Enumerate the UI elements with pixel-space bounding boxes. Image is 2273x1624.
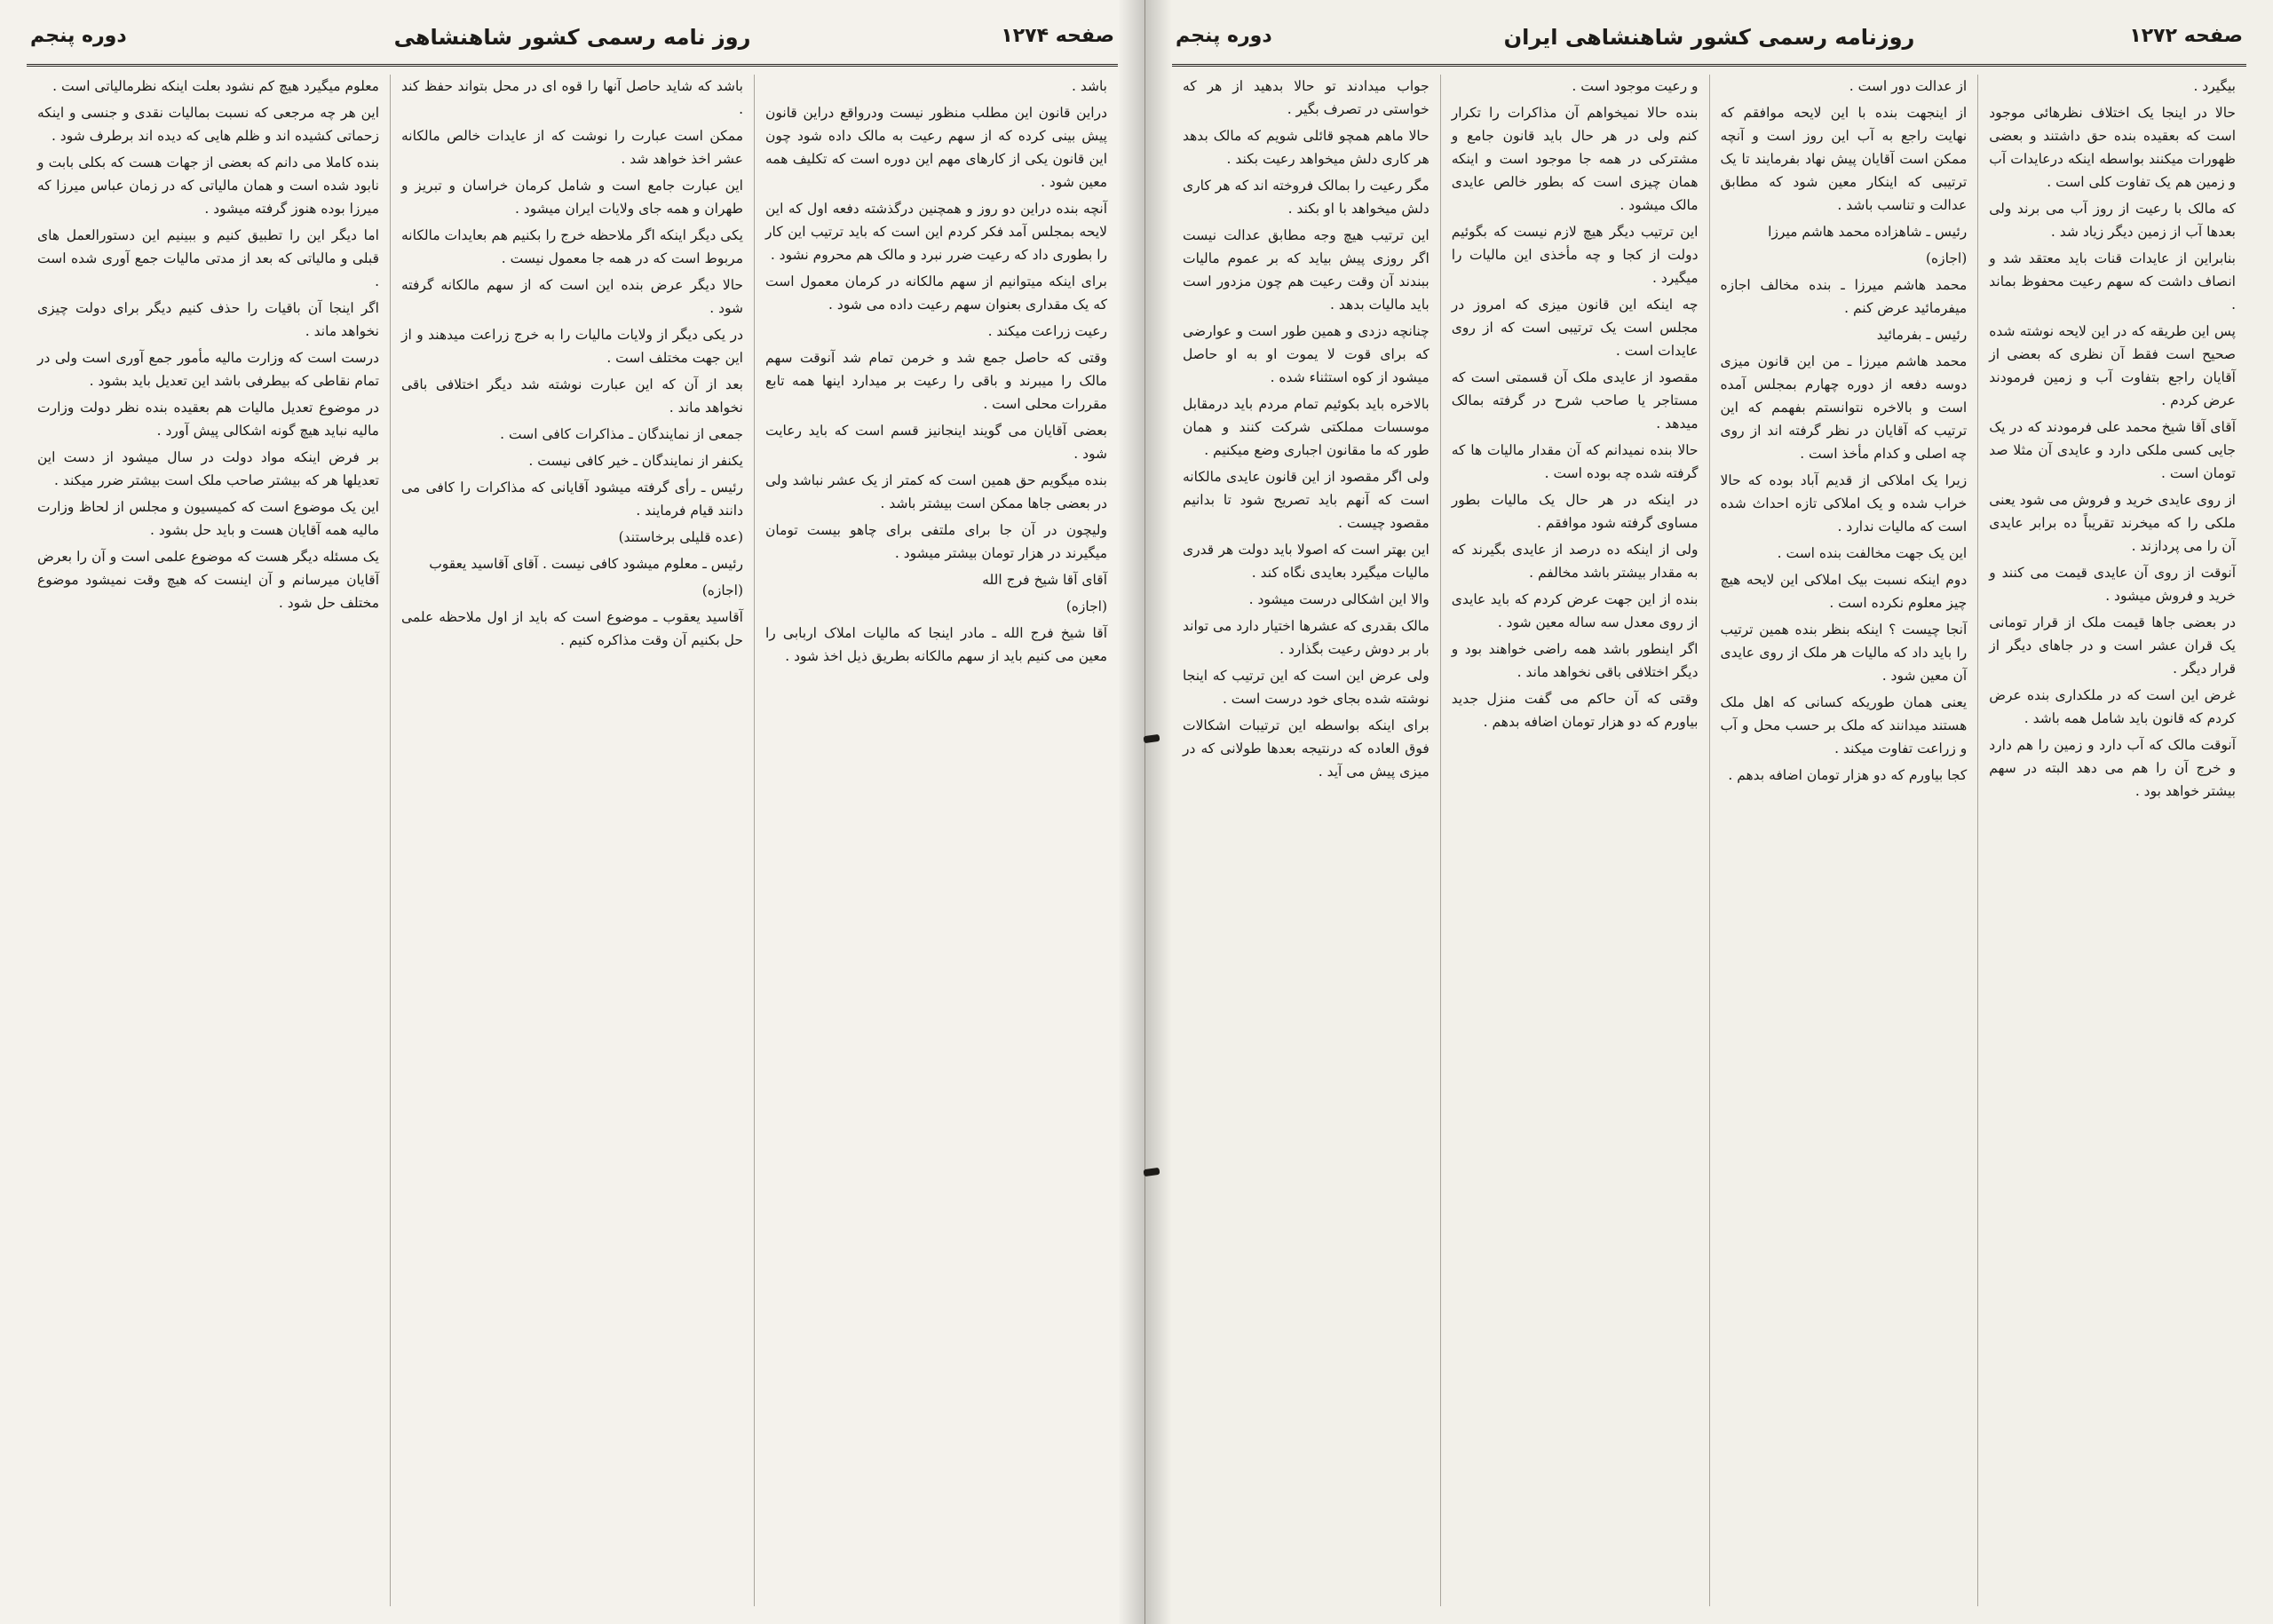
newspaper-title: روزنامه رسمی کشور شاهنشاهی ایران: [1503, 25, 1915, 50]
page-header: [27, 20, 1118, 67]
paragraph: (عده قلیلی برخاستند): [618, 529, 743, 545]
paragraph: ولی عرض این است که این ترتیب که اینجا نوشته شده بجای خود درست است .: [1183, 668, 1430, 707]
paragraph: حالا در اینجا یک اختلاف نظرهائی موجود است که بعقیده بنده حق داشتند و بعضی ظهورات میکنند بواسطه اینکه درعایدات آب و زمین هم یک تفاوت کلی است .: [1989, 105, 2236, 190]
paragraph: آقای آقا شیخ فرج الله: [982, 572, 1107, 588]
paragraph: باشد .: [1071, 78, 1107, 94]
paragraph: در بعضی جاها قیمت ملک از قرار تومانی یک قران عشر است و در جاهای دیگر از قرار دیگر .: [1989, 614, 2236, 677]
text-column: [1440, 75, 1709, 1606]
paragraph: بالاخره باید بکوئیم تمام مردم باید درمقابل موسسات مملکتی شرکت کنند و همان طور که ما مقانون اجباری وضع میکنیم .: [1183, 396, 1430, 458]
paragraph: چه اینکه این قانون میزی که امروز در مجلس است یک ترتیبی است که از روی عایدات است .: [1451, 297, 1699, 359]
paragraph: اما دیگر این را تطبیق کنیم و ببینیم این دستورالعمل های قبلی و مالیاتی که بعد از مدتی مالیات جمع آوری شده است .: [37, 227, 379, 289]
paragraph: والا این اشکالی درست میشود .: [1248, 591, 1430, 607]
paragraph: حالا ماهم همچو قائلی شویم که مالک بدهد هر کاری دلش میخواهد رعیت بکند .: [1183, 128, 1430, 167]
paragraph: بنده از این جهت عرض کردم که باید عایدی از روی معدل سه ساله معین شود .: [1451, 591, 1699, 630]
paragraph: این یک موضوع است که کمیسیون و مجلس از لحاظ وزارت مالیه همه آقایان هست و باید حل بشود .: [37, 499, 379, 538]
paragraph: مگر رعیت را بمالک فروخته اند که هر کاری دلش میخواهد با او بکند .: [1183, 178, 1430, 217]
paragraph: بنده حالا نمیخواهم آن مذاکرات را تکرار کنم ولی در هر حال باید قانون جامع و مشترکی در همه جا موجود است و اینکه همان چیزی است که بطور خالص عایدی مالک میشود .: [1451, 105, 1699, 213]
paragraph: ولی از اینکه ده درصد از عایدی بگیرند که به مقدار بیشتر باشد مخالفم .: [1451, 542, 1699, 581]
paragraph: از اینجهت بنده با این لایحه موافقم که نهایت راجع به آب این روز است و آنچه ممکن است آقایان پیش نهاد بفرمایند تا یک ترتیبی که اینکار معین شود که مطابق عدالت و تناسب باشد .: [1720, 105, 1968, 213]
paragraph: بعد از آن که این عبارت نوشته شد دیگر اختلافی باقی نخواهد ماند .: [401, 376, 743, 416]
paragraph: جواب میدادند تو حالا بدهید از هر که خواستی در تصرف بگیر .: [1183, 78, 1430, 117]
paragraph: آنوقت مالک که آب دارد و زمین را هم دارد و خرج آن را هم می دهد البته در سهم بیشتر خواهد بود .: [1989, 737, 2236, 799]
paragraph: از روی عایدی خرید و فروش می شود یعنی ملکی را که میخرند تقریباً ده برابر عایدی آن را می پردازند .: [1989, 492, 2236, 554]
paragraph: بعضی آقایان می گویند اینجانیز قسم است که باید رعایت شود .: [765, 423, 1107, 462]
text-columns: [1172, 75, 2246, 1606]
paragraph: ولی اگر مقصود از این قانون عایدی مالکانه است که آنهم باید تصریح شود تا بدانیم مقصود چیست .: [1183, 469, 1430, 531]
paragraph: رئیس ـ معلوم میشود کافی نیست . آقای آقاسید یعقوب: [429, 556, 743, 572]
paragraph: کجا بیاورم که دو هزار تومان اضافه بدهم .: [1728, 767, 1968, 783]
paragraph: این ترتیب هیچ وجه مطابق عدالت نیست اگر روزی پیش بیاید که بر عموم مالیات ببندند آن وقت رعیت هم چون مزدور است باید مالیات بدهد .: [1183, 227, 1430, 313]
paragraph: (اجازه): [1065, 598, 1107, 614]
paragraph: آقا شیخ فرج الله ـ مادر اینجا که مالیات املاک اربابی را معین می کنیم باید از سهم مالکانه بطریق ذیل اخذ شود .: [765, 625, 1107, 664]
paragraph: رعیت زراعت میکند .: [987, 323, 1107, 339]
paragraph: مالک بقدری که عشرها اختیار دارد می تواند بار بر دوش رعیت بگذارد .: [1183, 618, 1430, 657]
paragraph: غرض این است که در ملکداری بنده عرض کردم که قانون باید شامل همه باشد .: [1989, 687, 2236, 726]
volume-label: دوره پنجم: [30, 25, 127, 47]
text-columns: [27, 75, 1118, 1606]
paragraph: این هر چه مرجعی که نسبت بمالیات نقدی و جنسی و اینکه زحماتی کشیده اند و ظلم هایی که دیده اند برطرف شود .: [37, 105, 379, 144]
paragraph: بنده میگویم حق همین است که کمتر از یک عشر نباشد ولی در بعضی جاها ممکن است بیشتر باشد .: [765, 472, 1107, 511]
paragraph: ولیچون در آن جا برای ملتفی برای چاهو بیست تومان میگیرند در هزار تومان بیشتر میشود .: [765, 522, 1107, 561]
text-column: [754, 75, 1118, 1606]
paragraph: دراین قانون این مطلب منظور نیست ودرواقع دراین قانون پیش بینی کرده که از سهم رعیت به مالک داده شود چون این قانون یکی از کارهای مهم این دوره است که تکلیف همه معین شود .: [765, 105, 1107, 190]
paragraph: (اجازه): [701, 582, 743, 598]
right-page: [1145, 0, 2273, 1624]
page-number: صفحه ۱۲۷۲: [2129, 25, 2243, 47]
newspaper-title: روز نامه رسمی کشور شاهنشاهی: [393, 25, 751, 50]
paragraph: این ترتیب دیگر هیچ لازم نیست که بگوئیم دولت از کجا و چه مأخذی این مالیات را میگیرد .: [1451, 224, 1699, 286]
text-column: [390, 75, 754, 1606]
paragraph: حالا دیگر عرض بنده این است که از سهم مالکانه گرفته شود .: [401, 277, 743, 316]
paragraph: در یکی دیگر از ولایات مالیات را به خرج زراعت میدهند و از این جهت مختلف است .: [401, 327, 743, 366]
paragraph: باشد که شاید حاصل آنها را قوه ای در محل بتواند حفظ کند .: [401, 78, 743, 117]
paragraph: بر فرض اینکه مواد دولت در سال میشود از دست این تعدیلها هر که بیشتر صاحب ملک است بیشتر ضرر میکند .: [37, 449, 379, 488]
paragraph: در موضوع تعدیل مالیات هم بعقیده بنده نظر دولت وزارت مالیه نباید هیچ گونه اشکالی پیش آورد .: [37, 400, 379, 439]
paragraph: برای اینکه بواسطه این ترتیبات اشکالات فوق العاده که درنتیجه بعدها طولانی که در میزی پیش می آید .: [1183, 717, 1430, 780]
paragraph: چنانچه دزدی و همین طور است و عوارضی که برای قوت لا یموت او به او حاصل میشود از کوه استثناء شده .: [1183, 323, 1430, 385]
paragraph: یعنی همان طوریکه کسانی که اهل ملک هستند میدانند که ملک بر حسب محل و آب و زراعت تفاوت میکند .: [1720, 694, 1968, 757]
paragraph: اگر اینجا آن باقیات را حذف کنیم دیگر برای دولت چیزی نخواهد ماند .: [37, 300, 379, 339]
paragraph: این یک جهت مخالفت بنده است .: [1777, 545, 1968, 561]
paragraph: معلوم میگیرد هیچ کم نشود بعلت اینکه نظرمالیاتی است .: [52, 78, 379, 94]
paragraph: یکنفر از نمایندگان ـ خیر کافی نیست .: [528, 453, 743, 469]
page-number: صفحه ۱۲۷۴: [1001, 25, 1114, 47]
paragraph: آنوقت از روی آن عایدی قیمت می کنند و خرید و فروش میشود .: [1989, 565, 2236, 604]
paragraph: آنجا چیست ؟ اینکه بنظر بنده همین ترتیب را باید داد که مالیات هر ملک از روی عایدی آن معین شود .: [1720, 622, 1968, 684]
text-column: [1172, 75, 1440, 1606]
paragraph: این بهتر است که اصولا باید دولت هر قدری مالیات میگیرد بعایدی نگاه کند .: [1183, 542, 1430, 581]
paragraph: بنده کاملا می دانم که بعضی از جهات هست که بکلی بابت و نابود شده است و همان مالیاتی که در زمان عباس میرزا که میرزا بوده هنوز گرفته میشود .: [37, 154, 379, 217]
paragraph: یک مسئله دیگر هست که موضوع علمی است و آن را بعرض آقایان میرسانم و آن اینست که هیچ وقت نمیشود موضوع مختلف حل شود .: [37, 549, 379, 611]
paragraph: و رعیت موجود است .: [1572, 78, 1699, 94]
text-column: [27, 75, 390, 1606]
paragraph: این عبارت جامع است و شامل کرمان خراسان و تبریز و طهران و همه جای ولایات ایران میشود .: [401, 178, 743, 217]
paragraph: زیرا یک املاکی از قدیم آباد بوده که حالا خراب شده و یک املاکی تازه احداث شده است که مالیات ندارد .: [1720, 472, 1968, 535]
paragraph: ممکن است عبارت را نوشت که از عایدات خالص مالکانه عشر اخذ خواهد شد .: [401, 128, 743, 167]
paragraph: اگر اینطور باشد همه راضی خواهند بود و دیگر اختلافی باقی نخواهد ماند .: [1451, 641, 1699, 680]
paragraph: بنابراین از عایدات قنات باید معتقد شد و انصاف داشت که سهم رعیت محفوظ بماند .: [1989, 250, 2236, 313]
paragraph: آقاسید یعقوب ـ موضوع است که باید از اول ملاحظه علمی حل بکنیم آن وقت مذاکره کنیم .: [401, 609, 743, 648]
paragraph: برای اینکه میتوانیم از سهم مالکانه در کرمان معمول است که یک مقداری بعنوان سهم رعیت داده می شود .: [765, 273, 1107, 313]
paragraph: که مالک با رعیت از روز آب می برند ولی بعدها آب از زمین دیگر زیاد شد .: [1989, 201, 2236, 240]
paragraph: وقتی که آن حاکم می گفت منزل جدید بیاورم که دو هزار تومان اضافه بدهم .: [1451, 691, 1699, 730]
paragraph: آقای آقا شیخ محمد علی فرمودند که در یک جایی کسی ملکی دارد و عایدی آن مثلا صد تومان است .: [1989, 419, 2236, 481]
paragraph: مقصود از عایدی ملک آن قسمتی است که مستاجر یا صاحب شرح در گرفته بمالک میدهد .: [1451, 369, 1699, 432]
paragraph: محمد هاشم میرزا ـ من این قانون میزی دوسه دفعه از دوره چهارم بمجلس آمده است و بالاخره نتوانستم بفهمم که این ترتیب که آقایان در نظر گرفته اند از روی چه اصلی و کدام مأخذ است .: [1720, 353, 1968, 462]
paragraph: پس این طریقه که در این لایحه نوشته شده صحیح است فقط آن نظری که بعضی از آقایان راجع بتفاوت آب و زمین فرمودند عرض کردم .: [1989, 323, 2236, 408]
paragraph: وقتی که حاصل جمع شد و خرمن تمام شد آنوقت سهم مالک را میبرند و باقی را رعیت بر میدارد اینها همه تابع مقررات محلی است .: [765, 350, 1107, 412]
paragraph: رئیس ـ رأی گرفته میشود آقایانی که مذاکرات را کافی می دانند قیام فرمایند .: [401, 479, 743, 519]
page-header: [1172, 20, 2246, 67]
paragraph: دوم اینکه نسبت بیک املاکی این لایحه هیچ چیز معلوم نکرده است .: [1720, 572, 1968, 611]
paragraph: در اینکه در هر حال یک مالیات بطور مساوی گرفته شود موافقم .: [1451, 492, 1699, 531]
paragraph: آنچه بنده دراین دو روز و همچنین درگذشته دفعه اول که این لایحه بمجلس آمد فکر کردم این است که باید ترتیب این کار را بطوری داد که رعیت ضرر نبرد و مالک هم محروم نشود .: [765, 201, 1107, 263]
text-column: [1977, 75, 2246, 1606]
volume-label: دوره پنجم: [1176, 25, 1272, 47]
paragraph: جمعی از نمایندگان ـ مذاکرات کافی است .: [500, 426, 743, 442]
paragraph: حالا بنده نمیدانم که آن مقدار مالیات ها که گرفته شده چه بوده است .: [1451, 442, 1699, 481]
gutter-shadow: [1118, 0, 1144, 1624]
text-column: [1709, 75, 1978, 1606]
gutter-shadow: [1145, 0, 1172, 1624]
paragraph: محمد هاشم میرزا ـ بنده مخالف اجازه میفرمائید عرض کنم .: [1720, 277, 1968, 316]
paragraph: بیگیرد .: [2193, 78, 2236, 94]
paragraph: یکی دیگر اینکه اگر ملاحظه خرج را بکنیم هم بعایدات مالکانه مربوط است که در همه جا معمول نیست .: [401, 227, 743, 266]
paragraph: درست است که وزارت مالیه مأمور جمع آوری است ولی در تمام نقاطی که بیطرفی باشد این تعدیل باید بشود .: [37, 350, 379, 389]
paragraph: از عدالت دور است .: [1849, 78, 1968, 94]
paragraph: (اجازه): [1925, 250, 1968, 266]
paragraph: رئیس ـ بفرمائید: [1876, 327, 1968, 343]
paragraph: رئیس ـ شاهزاده محمد هاشم میرزا: [1768, 224, 1968, 240]
